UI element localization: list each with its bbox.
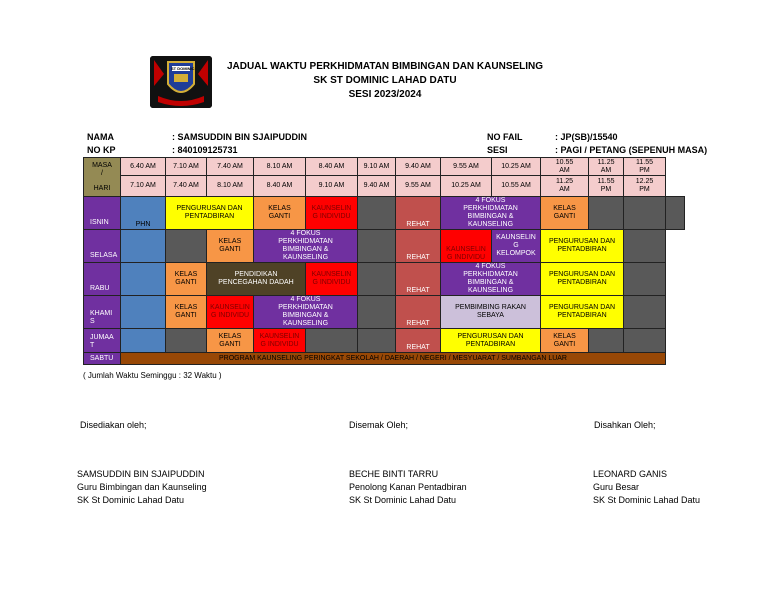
cell-pendidikan: PENDIDIKAN PENCEGAHAN DADAH — [207, 263, 306, 296]
time-bottom: 9.40 AM — [358, 176, 396, 197]
cell-empty — [306, 329, 358, 353]
cell-kelas-ganti: KELAS GANTI — [166, 263, 207, 296]
cell-kelas-ganti: KELAS GANTI — [207, 329, 254, 353]
sig-name: BECHE BINTI TARRU — [349, 469, 439, 479]
time-bottom: 12.25 PM — [624, 176, 666, 197]
time-bottom: 10.25 AM — [441, 176, 492, 197]
timetable — [83, 157, 685, 365]
cell-empty — [121, 263, 166, 296]
cell-phn: PHN — [121, 197, 166, 230]
day-jumaat: JUMAA T — [84, 329, 121, 353]
cell-empty — [624, 263, 666, 296]
cell-pengurusan: PENGURUSAN DAN PENTADBIRAN — [541, 263, 624, 296]
cell-empty — [166, 329, 207, 353]
day-selasa: SELASA — [84, 230, 121, 263]
logo-text: ST DOMINIC — [171, 66, 195, 71]
nama-value: : SAMSUDDIN BIN SJAIPUDDIN — [172, 132, 308, 142]
time-bottom: 7.40 AM — [166, 176, 207, 197]
cell-empty — [121, 329, 166, 353]
cell-kaunseling-kelompok: KAUNSELIN G KELOMPOK — [492, 230, 541, 263]
cell-fokus: 4 FOKUS PERKHIDMATAN BIMBINGAN & KAUNSELING — [254, 296, 358, 329]
time-bottom: 7.10 AM — [121, 176, 166, 197]
time-bottom: 8.10 AM — [207, 176, 254, 197]
cell-sabtu-program: PROGRAM KAUNSELING PERINGKAT SEKOLAH / DAERAH / NEGERI / MESYUARAT / SUMBANGAN LUAR — [121, 353, 666, 365]
cell-pengurusan: PENGURUSAN DAN PENTADBIRAN — [441, 329, 541, 353]
sig-name: SAMSUDDIN BIN SJAIPUDDIN — [77, 469, 205, 479]
time-bottom: 11.55 PM — [589, 176, 624, 197]
cell-empty — [666, 197, 685, 230]
sig-role: Disahkan Oleh; — [594, 420, 656, 430]
time-top: 11.25 AM — [589, 158, 624, 176]
sig-title: Penolong Kanan Pentadbiran — [349, 482, 467, 492]
nofail-value: : JP(SB)/15540 — [555, 132, 618, 142]
cell-kelas-ganti: KELAS GANTI — [254, 197, 306, 230]
title-line-1: JADUAL WAKTU PERKHIDMATAN BIMBINGAN DAN KAUNSELING — [226, 61, 544, 72]
time-top: 8.10 AM — [254, 158, 306, 176]
time-top: 9.55 AM — [441, 158, 492, 176]
day-isnin: ISNIN — [84, 197, 121, 230]
cell-kaunseling-individu: KAUNSELIN G INDIVIDU — [306, 263, 358, 296]
cell-fokus: 4 FOKUS PERKHIDMATAN BIMBINGAN & KAUNSELING — [441, 197, 541, 230]
cell-empty — [358, 263, 396, 296]
cell-empty — [358, 296, 396, 329]
cell-rehat: REHAT — [396, 197, 441, 230]
sig-role: Disediakan oleh; — [80, 420, 147, 430]
time-top: 7.10 AM — [166, 158, 207, 176]
time-bottom: 9.10 AM — [306, 176, 358, 197]
cell-pembimbing: PEMBIMBING RAKAN SEBAYA — [441, 296, 541, 329]
sig-school: SK St Dominic Lahad Datu — [349, 495, 457, 505]
sig-role: Disemak Oleh; — [349, 420, 409, 430]
sig-school: SK St Dominic Lahad Datu — [593, 495, 701, 505]
cell-fokus: 4 FOKUS PERKHIDMATAN BIMBINGAN & KAUNSELING — [254, 230, 358, 263]
time-bottom: 9.55 AM — [396, 176, 441, 197]
time-top: 10.55 AM — [541, 158, 589, 176]
time-top: 8.40 AM — [306, 158, 358, 176]
day-rabu: RABU — [84, 263, 121, 296]
cell-empty — [589, 329, 624, 353]
cell-kelas-ganti: KELAS GANTI — [541, 197, 589, 230]
cell-pengurusan: PENGURUSAN DAN PENTADBIRAN — [166, 197, 254, 230]
time-top: 10.25 AM — [492, 158, 541, 176]
time-bottom: 8.40 AM — [254, 176, 306, 197]
sig-title: Guru Besar — [593, 482, 640, 492]
time-top: 6.40 AM — [121, 158, 166, 176]
cell-empty — [624, 197, 666, 230]
title-line-2: SK ST DOMINIC LAHAD DATU — [313, 75, 457, 86]
title-line-3: SESI 2023/2024 — [348, 89, 422, 100]
cell-kaunseling-individu: KAUNSELIN G INDIVIDU — [441, 230, 492, 263]
cell-empty — [358, 197, 396, 230]
school-logo — [150, 56, 212, 108]
time-top: 9.10 AM — [358, 158, 396, 176]
hari-label: HARI — [93, 184, 111, 192]
cell-pengurusan: PENGURUSAN DAN PENTADBIRAN — [541, 296, 624, 329]
time-bottom: 10.55 AM — [492, 176, 541, 197]
cell-pengurusan: PENGURUSAN DAN PENTADBIRAN — [541, 230, 624, 263]
cell-empty — [589, 197, 624, 230]
cell-kelas-ganti: KELAS GANTI — [207, 230, 254, 263]
day-khamis: KHAMI S — [84, 296, 121, 329]
sesi-label: SESI — [487, 145, 508, 155]
cell-empty — [624, 230, 666, 263]
cell-kaunseling-individu: KAUNSELIN G INDIVIDU — [306, 197, 358, 230]
cell-empty — [121, 230, 166, 263]
cell-kelas-ganti: KELAS GANTI — [166, 296, 207, 329]
cell-empty — [166, 230, 207, 263]
nokp-value: : 840109125731 — [172, 145, 238, 155]
sesi-value: : PAGI / PETANG (SEPENUH MASA) — [555, 145, 708, 155]
cell-empty — [358, 329, 396, 353]
cell-empty — [121, 296, 166, 329]
time-top: 9.40 AM — [396, 158, 441, 176]
time-bottom: 11.25 AM — [541, 176, 589, 197]
jumlah-waktu: ( Jumlah Waktu Seminggu : 32 Waktu ) — [83, 371, 222, 380]
cell-kaunseling-individu: KAUNSELIN G INDIVIDU — [207, 296, 254, 329]
nama-label: NAMA — [87, 132, 114, 142]
sig-title: Guru Bimbingan dan Kaunseling — [77, 482, 207, 492]
cell-kaunseling-individu: KAUNSELIN G INDIVIDU — [254, 329, 306, 353]
cell-fokus: 4 FOKUS PERKHIDMATAN BIMBINGAN & KAUNSELING — [441, 263, 541, 296]
sig-name: LEONARD GANIS — [593, 469, 668, 479]
cell-empty — [624, 296, 666, 329]
cell-empty — [624, 329, 666, 353]
cell-rehat: REHAT — [396, 329, 441, 353]
day-sabtu: SABTU — [84, 353, 121, 365]
nokp-label: NO KP — [87, 145, 116, 155]
sig-school: SK St Dominic Lahad Datu — [77, 495, 185, 505]
cell-rehat: REHAT — [396, 230, 441, 263]
time-top: 7.40 AM — [207, 158, 254, 176]
nofail-label: NO FAIL — [487, 132, 523, 142]
cell-empty — [358, 230, 396, 263]
time-top: 11.55 PM — [624, 158, 666, 176]
cell-rehat: REHAT — [396, 263, 441, 296]
masa-hari-header — [84, 158, 121, 197]
cell-rehat: REHAT — [396, 296, 441, 329]
masa-label: MASA / — [92, 161, 112, 177]
cell-kelas-ganti: KELAS GANTI — [541, 329, 589, 353]
